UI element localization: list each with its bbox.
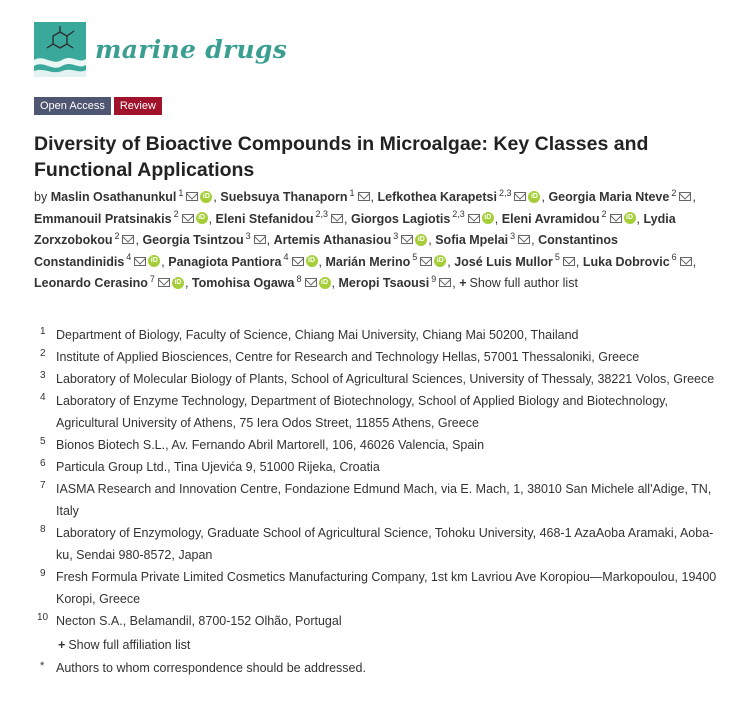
affiliation-text: Necton S.A., Belamandil, 8700-152 Olhão, Portugal: [56, 614, 342, 628]
orcid-icon[interactable]: iD: [528, 191, 540, 203]
affiliation-text: IASMA Research and Innovation Centre, Fondazione Edmund Mach, via E. Mach, 1, 38010 San Michele all'Adige, TN, Italy: [56, 482, 712, 518]
show-full-affiliation-list-label: Show full affiliation list: [68, 638, 191, 652]
author-affiliation-number: 3: [510, 230, 516, 241]
author-affiliation-number: 2: [671, 187, 677, 198]
author-item: Giorgos Lagiotis $^{2,3}$ iD ,: [350, 209, 499, 226]
affiliation-item: [34, 346, 724, 368]
author-name[interactable]: Eleni Avramidou: [501, 211, 600, 226]
envelope-icon[interactable]: [305, 278, 317, 287]
author-name[interactable]: Eleni Stefanidou: [215, 211, 314, 226]
molecule-wave-logo-icon: [34, 22, 86, 77]
author-affiliation-number: 2: [114, 230, 120, 241]
affiliation-item: [34, 390, 724, 434]
author-item: Meropi Tsaousi $^9$ ,: [338, 273, 456, 290]
envelope-icon[interactable]: [401, 235, 413, 244]
affiliation-item: [34, 434, 724, 456]
envelope-icon[interactable]: [134, 257, 146, 266]
affiliation-item: [34, 522, 724, 566]
author-item: Emmanouil Pratsinakis $^2$ iD ,: [34, 209, 213, 226]
envelope-icon[interactable]: [182, 214, 194, 223]
envelope-icon[interactable]: [254, 235, 266, 244]
affiliation-number: 3: [40, 370, 46, 381]
orcid-icon[interactable]: iD: [415, 234, 427, 246]
author-affiliation-number: 4: [283, 252, 289, 263]
article-title: Diversity of Bioactive Compounds in Microalgae: Key Classes and Functional Applications: [34, 133, 649, 181]
correspondence-text: Authors to whom correspondence should be addressed.: [56, 661, 366, 675]
orcid-icon[interactable]: iD: [319, 277, 331, 289]
author-name[interactable]: Lydia Zorxzobokou: [34, 211, 676, 247]
envelope-icon[interactable]: [292, 257, 304, 266]
affiliation-number: 10: [37, 612, 49, 623]
envelope-icon[interactable]: [563, 257, 575, 266]
author-name[interactable]: Panagiota Pantiora: [168, 254, 282, 269]
author-affiliation-number: 4: [126, 252, 132, 263]
review-badge: Review: [114, 97, 162, 115]
author-affiliation-number: 3: [245, 230, 251, 241]
envelope-icon[interactable]: [514, 192, 526, 201]
author-item: Georgia Maria Nteve $^2$ ,: [548, 187, 696, 204]
author-item: Artemis Athanasiou $^3$ iD ,: [273, 230, 432, 247]
affiliation-text: Fresh Formula Private Limited Cosmetics Manufacturing Company, 1st km Lavriou Ave Koropiou—Markopoulou, 19400 Koropi, Greece: [56, 570, 717, 606]
author-name[interactable]: Leonardo Cerasino: [34, 276, 148, 290]
envelope-icon[interactable]: [439, 278, 451, 287]
orcid-icon[interactable]: iD: [148, 255, 160, 267]
affiliation-number: 7: [40, 480, 46, 491]
journal-name: marine drugs: [95, 35, 288, 64]
envelope-icon[interactable]: [420, 257, 432, 266]
author-name[interactable]: Constantinos Constandinidis: [34, 233, 618, 269]
author-item: Suebsuya Thanaporn $^1$ ,: [220, 187, 374, 204]
orcid-icon[interactable]: iD: [624, 212, 636, 224]
author-item: Eleni Stefanidou $^{2,3}$ ,: [215, 209, 348, 226]
author-affiliation-number: 2,3: [498, 187, 512, 198]
affiliation-number: 8: [40, 524, 46, 535]
author-affiliation-number: 9: [431, 273, 437, 284]
affiliation-number: 1: [40, 326, 46, 337]
author-item: Maslin Osathanunkul $^1$ iD ,: [50, 187, 217, 204]
author-item: José Luis Mullor $^5$ ,: [454, 252, 580, 269]
plus-icon: +: [58, 638, 66, 652]
author-name[interactable]: Suebsuya Thanaporn: [220, 190, 348, 204]
author-affiliation-number: 2: [173, 209, 179, 220]
author-item: Eleni Avramidou $^2$ iD ,: [501, 209, 640, 226]
affiliation-item: [34, 478, 724, 522]
affiliation-text: Laboratory of Enzymology, Graduate School of Agricultural Science, Tohoku University, 468-1 AzaAoba Aramaki, Aoba-ku, Sendai 980-8572, Japan: [56, 526, 714, 562]
envelope-icon[interactable]: [158, 278, 170, 287]
author-name[interactable]: Maslin Osathanunkul: [50, 190, 177, 204]
affiliation-number: 6: [40, 458, 46, 469]
affiliation-item: [34, 566, 724, 610]
affiliation-text: Laboratory of Enzyme Technology, Department of Biotechnology, School of Applied Biology and Biotechnology, Agricultural University of Athens, 75 Iera Odos Street, 11855 Athens, Greece: [56, 394, 668, 430]
author-name[interactable]: Georgia Tsintzou: [142, 233, 244, 247]
author-item: Marián Merino $^5$ iD ,: [325, 252, 451, 269]
envelope-icon[interactable]: [331, 214, 343, 223]
journal-logo[interactable]: [34, 22, 287, 77]
affiliation-list: [34, 324, 724, 679]
author-name[interactable]: Lefkothea Karapetsi: [377, 190, 497, 204]
by-label: by: [34, 190, 48, 204]
author-affiliation-number: 1: [178, 187, 184, 198]
orcid-icon[interactable]: iD: [196, 212, 208, 224]
orcid-icon[interactable]: iD: [482, 212, 494, 224]
author-affiliation-number: 5: [412, 252, 418, 263]
author-affiliation-number: 1: [349, 187, 355, 198]
show-full-affiliation-list-button[interactable]: [58, 634, 724, 656]
plus-icon: +: [459, 276, 467, 290]
author-name[interactable]: Meropi Tsaousi: [338, 276, 430, 290]
affiliation-item: [34, 456, 724, 478]
correspondence-mark: *: [40, 660, 45, 672]
orcid-icon[interactable]: iD: [306, 255, 318, 267]
author-item: Lydia Zorxzobokou $^2$ ,: [34, 211, 676, 247]
author-name[interactable]: Sofia Mpelai: [435, 233, 509, 247]
envelope-icon[interactable]: [679, 192, 691, 201]
envelope-icon[interactable]: [186, 192, 198, 201]
author-item: Luka Dobrovic $^6$ ,: [582, 252, 697, 269]
author-item: Leonardo Cerasino $^7$ iD ,: [34, 273, 189, 290]
open-access-badge[interactable]: Open Access: [34, 97, 111, 115]
orcid-icon[interactable]: iD: [200, 191, 212, 203]
author-item: Tomohisa Ogawa $^8$ iD ,: [191, 273, 335, 290]
affiliation-text: Institute of Applied Biosciences, Centre for Research and Technology Hellas, 57001 Thessaloniki, Greece: [56, 350, 640, 364]
author-name[interactable]: Georgia Maria Nteve: [548, 190, 670, 204]
envelope-icon[interactable]: [680, 257, 692, 266]
author-affiliation-number: 5: [554, 252, 560, 263]
envelope-icon[interactable]: [358, 192, 370, 201]
author-name[interactable]: Marián Merino: [325, 254, 411, 269]
author-item: Sofia Mpelai $^3$ ,: [435, 230, 535, 247]
author-affiliation-number: 2: [601, 209, 607, 220]
author-item: Constantinos Constandinidis $^4$ iD ,: [34, 233, 618, 269]
author-name[interactable]: Emmanouil Pratsinakis: [34, 211, 172, 226]
author-item: Georgia Tsintzou $^3$ ,: [142, 230, 271, 247]
envelope-icon[interactable]: [518, 235, 530, 244]
correspondence-note: [34, 657, 724, 679]
author-name[interactable]: Tomohisa Ogawa: [191, 276, 295, 290]
affiliation-item: [34, 368, 724, 390]
affiliation-item: [34, 324, 724, 346]
envelope-icon[interactable]: [122, 235, 134, 244]
author-affiliation-number: 2,3: [315, 209, 328, 220]
author-list: [34, 187, 714, 295]
show-full-author-list-button[interactable]: [459, 276, 578, 290]
author-name[interactable]: José Luis Mullor: [454, 254, 553, 269]
author-item: Panagiota Pantiora $^4$ iD ,: [168, 252, 322, 269]
affiliation-number: 4: [40, 392, 46, 403]
affiliation-number: 5: [40, 436, 46, 447]
envelope-icon[interactable]: [610, 214, 622, 223]
affiliation-text: Department of Biology, Faculty of Science, Chiang Mai University, Chiang Mai 50200, Thailand: [56, 328, 579, 342]
orcid-icon[interactable]: iD: [172, 277, 184, 289]
affiliation-text: Bionos Biotech S.L., Av. Fernando Abril Martorell, 106, 46026 Valencia, Spain: [56, 438, 485, 452]
orcid-icon[interactable]: iD: [434, 255, 446, 267]
show-full-author-list-label: Show full author list: [469, 276, 578, 290]
author-affiliation-number: 2,3: [452, 209, 465, 220]
affiliation-item: [34, 610, 724, 632]
author-item: Lefkothea Karapetsi $^{2,3}$ iD ,: [377, 187, 545, 204]
affiliation-text: Laboratory of Molecular Biology of Plants, School of Agricultural Sciences, University of Thessaly, 38221 Volos, Greece: [56, 372, 715, 386]
author-affiliation-number: 3: [393, 230, 399, 241]
envelope-icon[interactable]: [468, 214, 480, 223]
affiliation-number: 2: [40, 348, 46, 359]
author-name[interactable]: Artemis Athanasiou: [273, 233, 392, 247]
article-badges: [34, 97, 162, 115]
author-affiliation-number: 6: [671, 252, 677, 263]
author-name[interactable]: Giorgos Lagiotis: [350, 211, 451, 226]
affiliation-text: Particula Group Ltd., Tina Ujevića 9, 51000 Rijeka, Croatia: [56, 460, 380, 474]
affiliation-number: 9: [40, 568, 46, 579]
author-affiliation-number: 7: [149, 273, 155, 284]
author-name[interactable]: Luka Dobrovic: [582, 254, 670, 269]
author-affiliation-number: 8: [296, 273, 302, 284]
